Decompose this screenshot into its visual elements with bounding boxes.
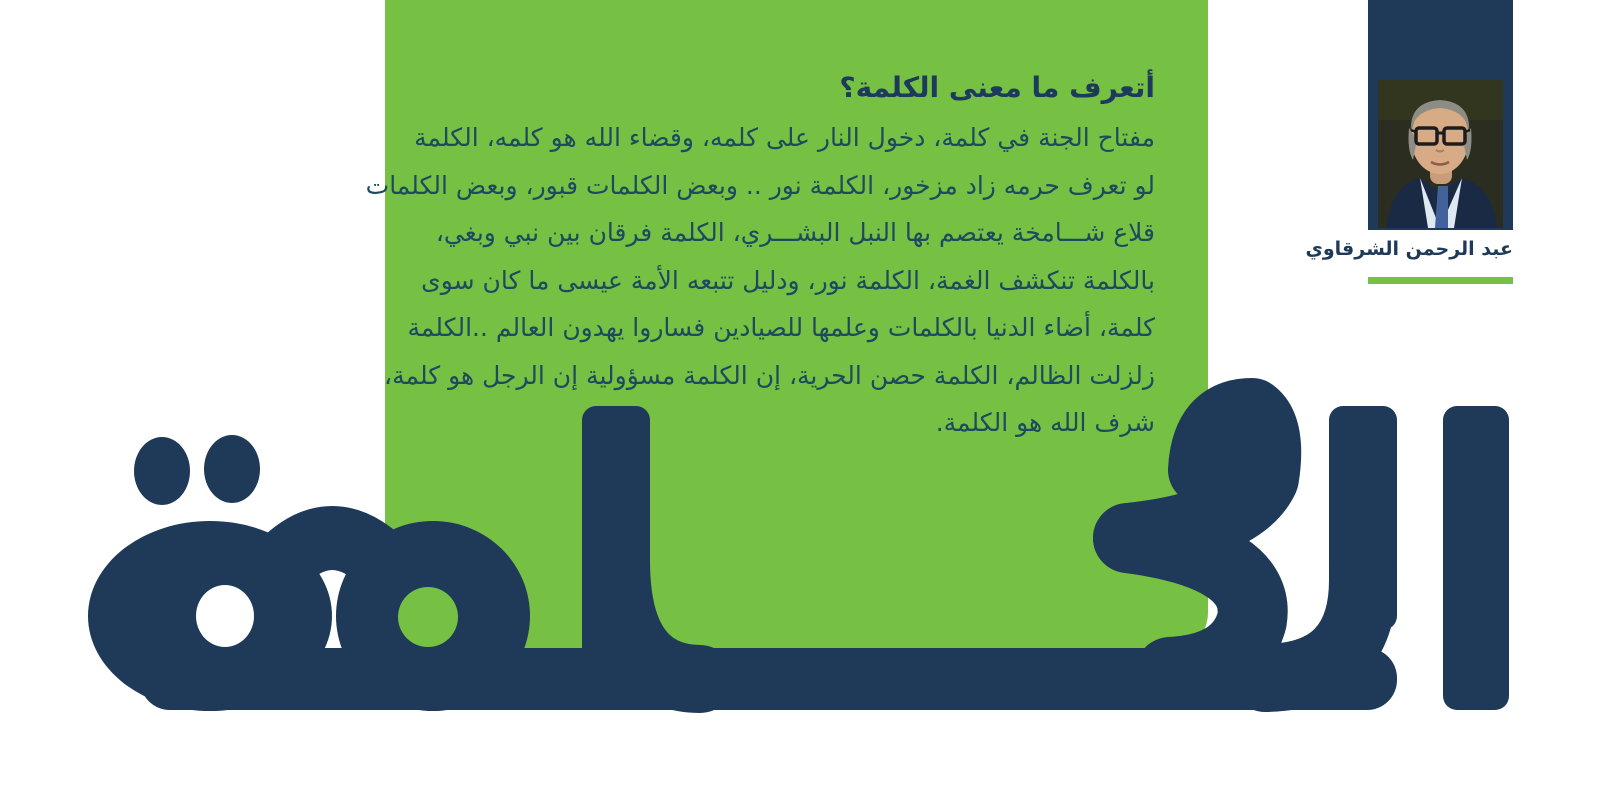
quote-line: مفتاح الجنة في كلمة، دخول النار على كلمه، وقضاء الله هو كلمه، الكلمة	[414, 123, 1155, 152]
letter-bridge	[285, 538, 380, 560]
author-photo	[1378, 80, 1503, 228]
quote-heading: أتعرف ما معنى الكلمة؟	[839, 71, 1155, 104]
letter-lam-2	[1329, 406, 1397, 630]
letter-lam-2-curve	[1265, 580, 1363, 678]
quote-line: كلمة، أضاء الدنيا بالكلمات وعلمها للصيادين فساروا يهدون العالم ..الكلمة	[407, 313, 1155, 342]
quote-lines	[365, 114, 1155, 447]
quote-line: زلزلت الظالم، الكلمة حصن الحرية، إن الكلمة مسؤولية إن الرجل هو كلمة،	[384, 360, 1155, 390]
author-photo-illustration	[1378, 80, 1503, 228]
quote-text-block	[365, 70, 1155, 447]
quote-line: قلاع شـــامخة يعتصم بها النبل البشـــري، الكلمة فرقان بين نبي وبغي،	[435, 218, 1155, 247]
quote-line: لو تعرف حرمه زاد مزخور، الكلمة نور .. وبعض الكلمات قبور، وبعض الكلمات	[365, 170, 1155, 200]
letter-ta-marbuta	[88, 521, 332, 711]
letter-ta-dot-1	[134, 437, 190, 505]
letter-ta-dot-2	[204, 435, 260, 503]
letter-alef	[1443, 406, 1509, 710]
letter-kashida	[140, 648, 1397, 710]
author-photo-frame	[1368, 0, 1513, 230]
author-name: عبد الرحمن الشرقاوي	[1305, 238, 1513, 260]
quote-line: شرف الله هو الكلمة.	[935, 408, 1155, 437]
quote-panel	[365, 0, 1208, 656]
author-name-underline	[1368, 277, 1513, 284]
quote-line: بالكلمة تنكشف الغمة، الكلمة نور، ودليل تتبعه الأمة عيسى ما كان سوى	[421, 265, 1155, 295]
